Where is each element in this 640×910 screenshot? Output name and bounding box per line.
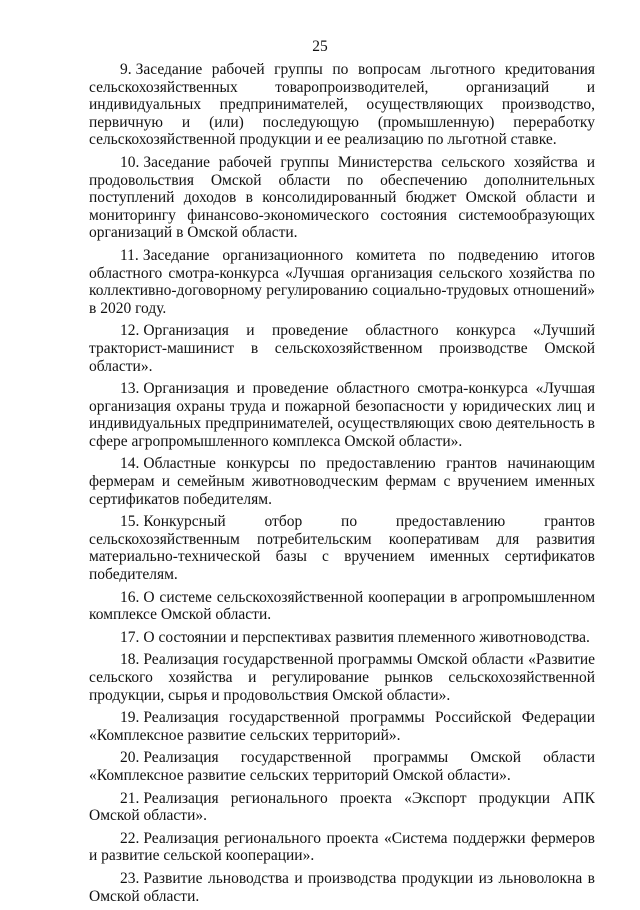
item-text: Развитие льноводства и производства продукции из льноволокна в Омской области. <box>89 869 595 905</box>
item-number: 9. <box>120 61 132 78</box>
list-item <box>89 380 595 450</box>
item-number: 18. <box>120 651 140 669</box>
item-text: Реализация регионального проекта «Экспорт продукции АПК Омской области». <box>89 789 595 825</box>
item-text: Заседание рабочей группы Министерства сельского хозяйства и продовольствия Омской области по обеспечению дополнительных поступлений доходов в консолидированный бюджет Омской области и мониторингу финансово-экономического состояния системообразующих организаций в Омской области. <box>89 153 595 242</box>
list-item <box>89 709 595 744</box>
item-number: 13. <box>120 380 140 398</box>
list-item <box>89 749 595 784</box>
item-number: 23. <box>120 869 140 887</box>
item-text: Областные конкурсы по предоставлению грантов начинающим фермерам и семейным животноводческим фермам с вручением именных сертификатов победителям. <box>89 455 595 508</box>
item-number: 16. <box>120 588 140 606</box>
list-item <box>89 589 595 624</box>
item-number: 10. <box>120 153 140 171</box>
item-number: 19. <box>120 709 140 727</box>
item-text: Реализация государственной программы Омской области «Развитие сельского хозяйства и регулирование рынков сельскохозяйственной продукции, сырья и продовольствия Омской области». <box>89 651 595 704</box>
page-number: 25 <box>312 38 328 55</box>
item-number: 17. <box>120 628 140 646</box>
item-text: О состоянии и перспективах развития племенного животноводства. <box>143 628 590 646</box>
item-text: Организация и проведение областного смотра-конкурса «Лучшая организация охраны труда и пожарной безопасности у юридических лиц и индивидуальных предпринимателей, осуществляющих свою деятельность в сфере агропромышленного комплекса Омской области». <box>89 380 595 450</box>
item-text: Заседание организационного комитета по подведению итогов областного смотра-конкурса «Лучшая организация сельского хозяйства по коллективно-договорному регулированию социально-трудовых отношений» в 2020 году. <box>89 246 595 317</box>
list-item <box>89 322 595 375</box>
list-item <box>89 455 595 508</box>
item-number: 20. <box>120 749 140 767</box>
item-text: Реализация регионального проекта «Система поддержки фермеров и развитие сельской кооперации». <box>89 829 595 865</box>
list-item <box>89 790 595 825</box>
list-item <box>89 651 595 704</box>
list-item <box>89 629 595 647</box>
list-item <box>89 870 595 905</box>
list-item <box>89 61 595 149</box>
list-item <box>89 830 595 865</box>
item-number: 12. <box>120 322 140 340</box>
item-number: 14. <box>120 455 140 473</box>
item-number: 21. <box>120 789 140 807</box>
item-text: Организация и проведение областного конкурса «Лучший тракторист-машинист в сельскохозяйственном производстве Омской области». <box>89 322 595 375</box>
item-number: 22. <box>120 829 140 847</box>
list-item <box>89 513 595 583</box>
list-item <box>89 154 595 242</box>
item-text: Конкурсный отбор по предоставлению грантов сельскохозяйственным потребительским кооперативам для развития материально-технической базы с вручением именных сертификатов победителям. <box>89 513 595 584</box>
list-item <box>89 247 595 317</box>
document-body <box>89 61 595 910</box>
item-number: 15. <box>120 513 140 531</box>
item-number: 11. <box>120 246 139 264</box>
item-text: О системе сельскохозяйственной кооперации в агропромышленном комплексе Омской области. <box>89 588 595 624</box>
item-text: Реализация государственной программы Омской области «Комплексное развитие сельских территорий Омской области». <box>89 749 595 784</box>
item-text: Заседание рабочей группы по вопросам льготного кредитования сельскохозяйственных товаропроизводителей, организаций и индивидуальных предпринимателей, осуществляющих производство, первичную и (или) последующую (промышленную) переработку сельскохозяйственной продукции и ее реализацию по льготной ставке. <box>89 61 595 149</box>
item-text: Реализация государственной программы Российской Федерации «Комплексное развитие сельских территорий». <box>89 709 595 744</box>
